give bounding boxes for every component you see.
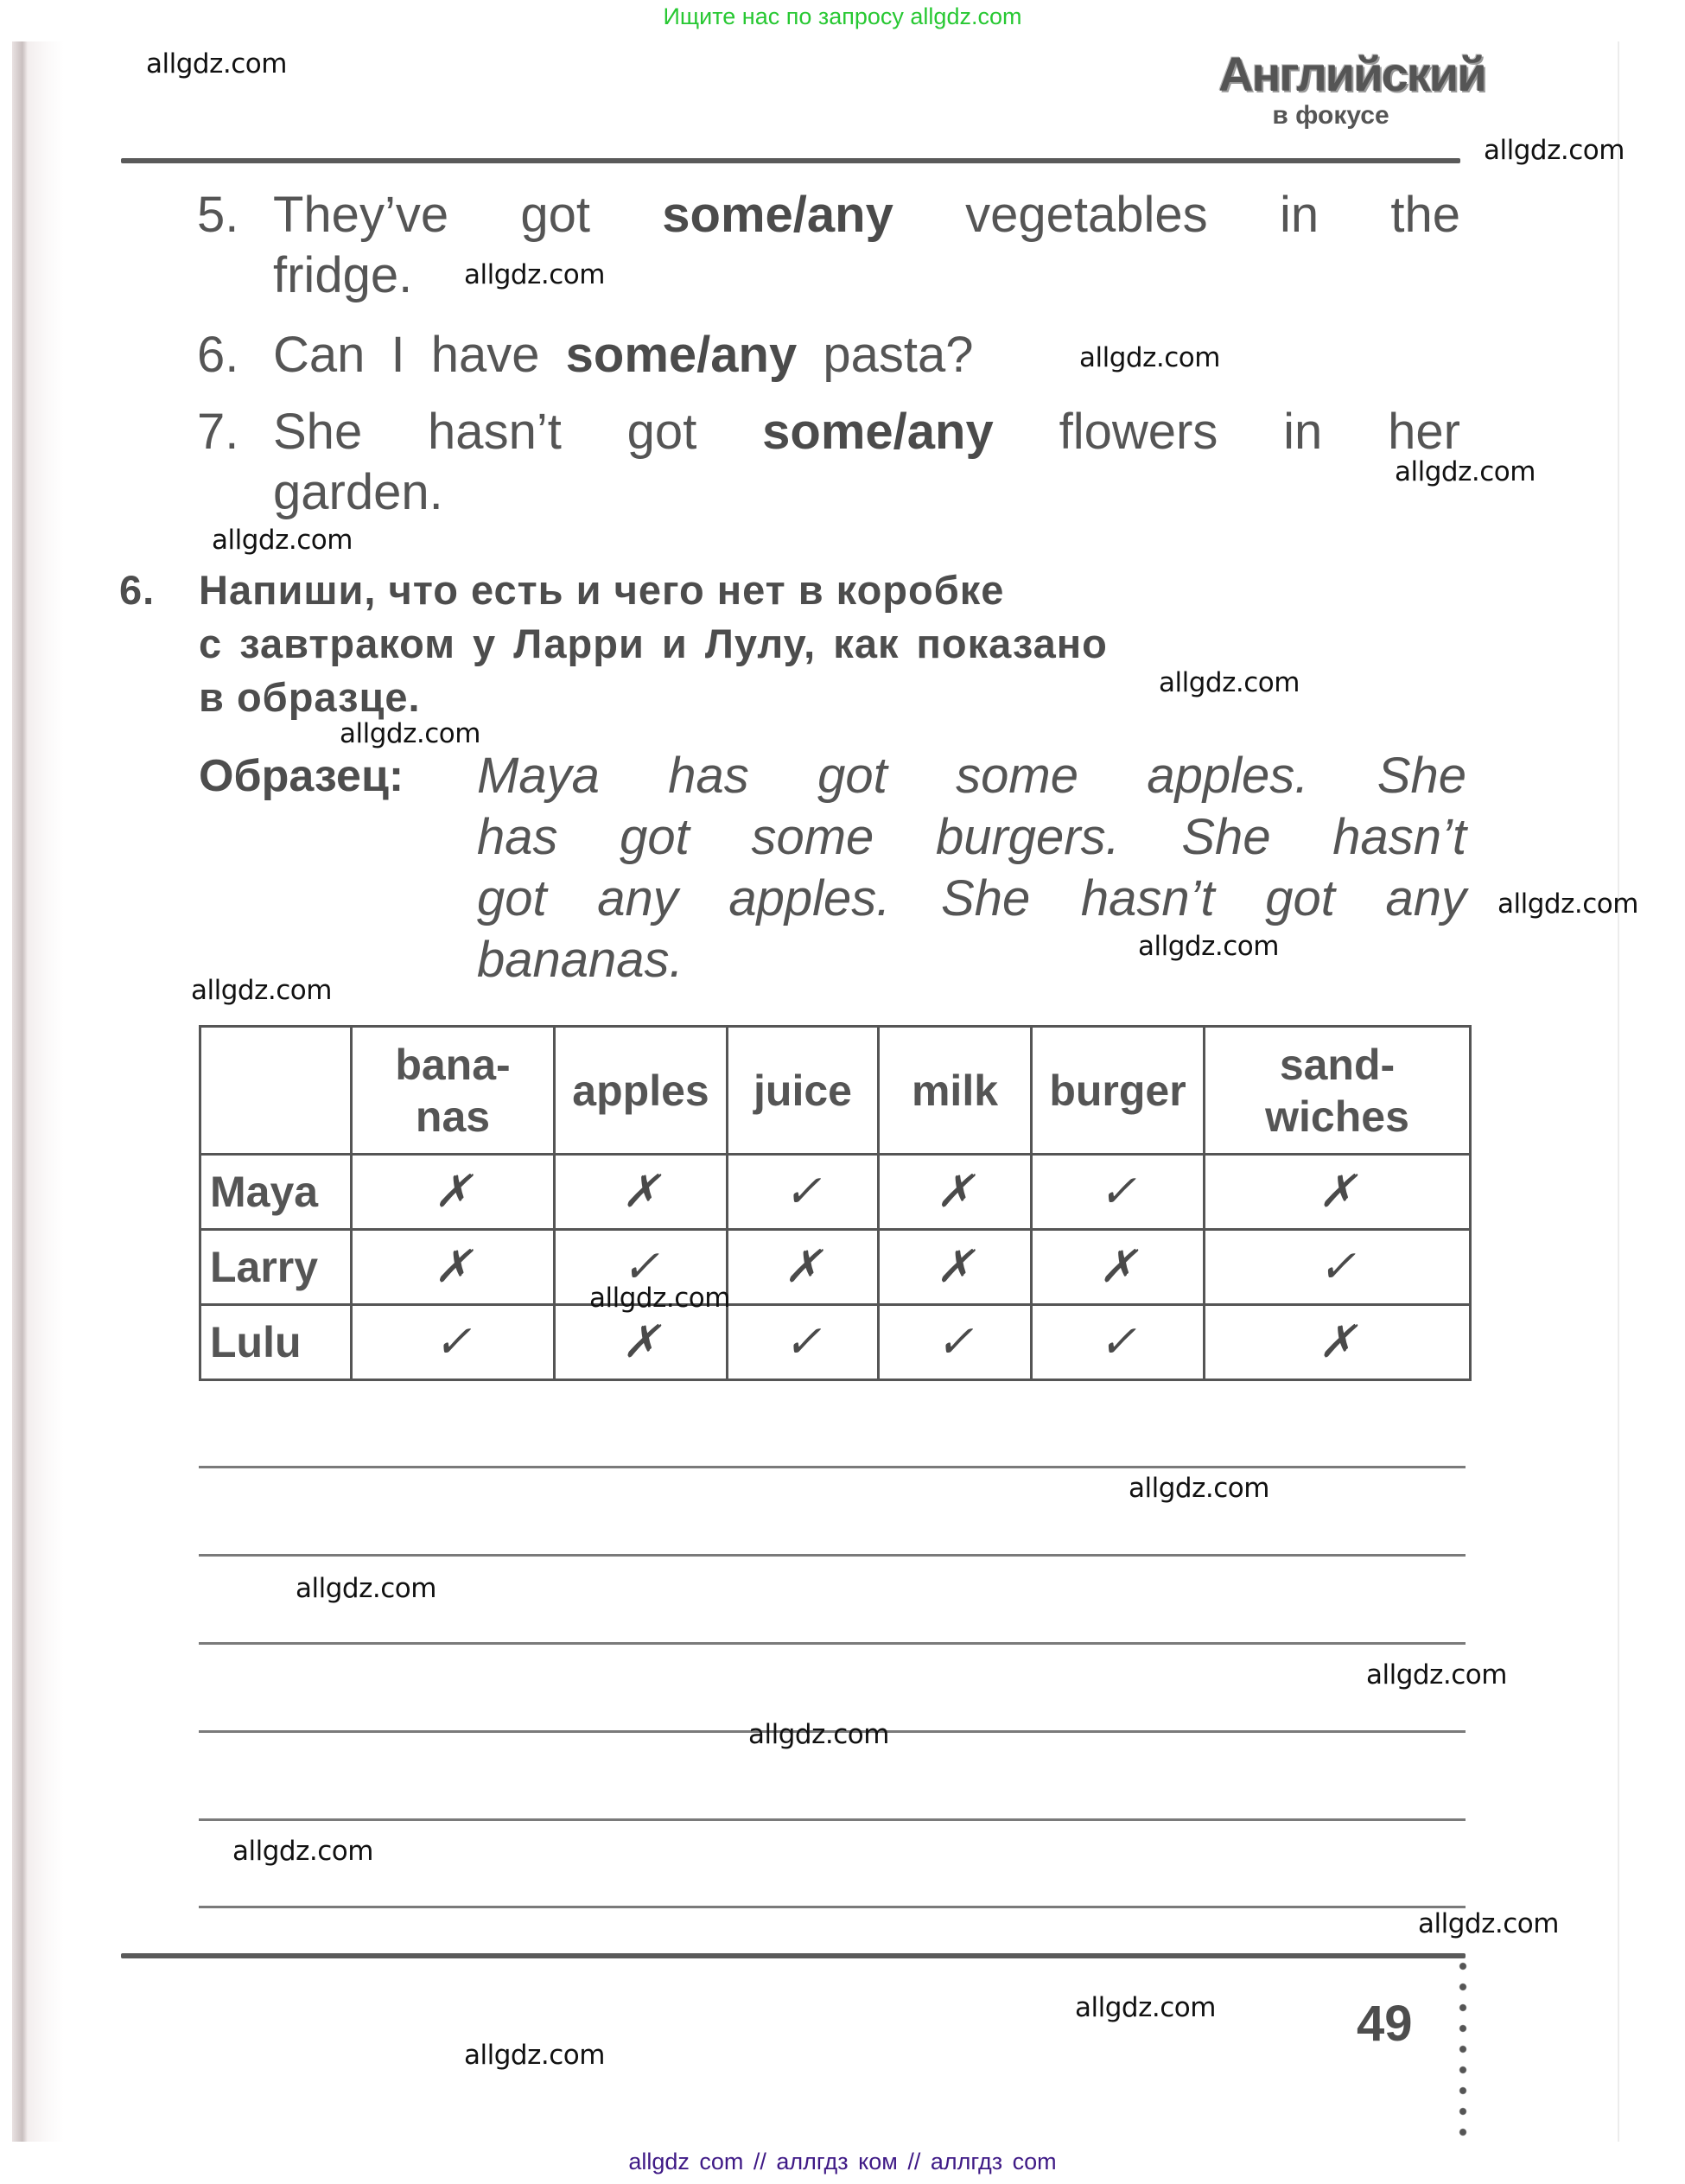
item-number: 5. [197, 187, 239, 243]
instruction-line: с завтраком у Ларри и Лулу, как показано [199, 621, 1108, 666]
header-cell-juice [728, 1027, 879, 1155]
watermark: allgdz.com [232, 1836, 373, 1867]
item-line [273, 402, 1460, 462]
watermark: allgdz.com [191, 975, 332, 1006]
watermark: allgdz.com [1497, 888, 1638, 920]
table-row-larry [200, 1230, 1471, 1305]
mark-cell: ✗ [352, 1230, 555, 1305]
mark-cell: ✓ [728, 1155, 879, 1230]
sample-label: Образец: [199, 751, 404, 801]
mark-cell: ✗ [555, 1155, 728, 1230]
task-number: 6. [119, 567, 156, 613]
watermark: allgdz.com [212, 525, 353, 556]
exercise-item-6 [197, 325, 1460, 385]
watermark: allgdz.com [1484, 135, 1625, 166]
mark-cell: ✗ [879, 1155, 1032, 1230]
mark-cell: ✓ [1205, 1230, 1471, 1305]
watermark: allgdz.com [589, 1283, 730, 1314]
mark-cell: ✗ [1205, 1305, 1471, 1380]
dotted-cut-line [1459, 1956, 1467, 2142]
row-name: Lulu [200, 1305, 352, 1380]
instruction-line: Напиши, что есть и чего нет в коробке [199, 567, 1005, 613]
sample-line: Maya has got some apples. She [477, 748, 1466, 804]
sample-text [477, 745, 1466, 990]
mark-cell: ✓ [555, 1230, 728, 1305]
header-text: burger [1049, 1066, 1186, 1115]
watermark: allgdz.com [1138, 931, 1279, 962]
mark-cell: ✓ [879, 1305, 1032, 1380]
exercise-item-7 [197, 402, 1460, 523]
mark-cell: ✓ [1032, 1305, 1205, 1380]
choice-some-any: some/any [762, 404, 994, 460]
header-cell-empty [200, 1027, 352, 1155]
item-text: They’ve got [273, 187, 663, 243]
header-text: nas [415, 1092, 491, 1141]
answer-line-2[interactable] [199, 1554, 1466, 1557]
watermark: allgdz.com [464, 2040, 605, 2071]
item-line-2: garden. [273, 464, 443, 520]
watermark: allgdz.com [340, 718, 480, 749]
item-number: 7. [197, 404, 239, 460]
mark-cell: ✓ [352, 1305, 555, 1380]
table-header-row [200, 1027, 1471, 1155]
top-search-banner: Ищите нас по запросу allgdz.com [663, 3, 1022, 29]
mark-cell: ✗ [555, 1305, 728, 1380]
watermark: allgdz.com [748, 1719, 889, 1750]
table-row-lulu [200, 1305, 1471, 1380]
bottom-site-banner: allgdz com // аллгдз ком // аллгдз com [628, 2149, 1057, 2174]
logo-subtitle: в фокусе [1272, 101, 1389, 130]
answer-line-6[interactable] [199, 1906, 1466, 1908]
header-cell-bananas [352, 1027, 555, 1155]
header-cell-burger [1032, 1027, 1205, 1155]
watermark: allgdz.com [464, 259, 605, 290]
exercise-item-5 [197, 185, 1460, 306]
mark-cell: ✓ [1032, 1155, 1205, 1230]
header-cell-apples [555, 1027, 728, 1155]
sample-line: got any apples. She hasn’t got any [477, 870, 1466, 926]
row-name: Maya [200, 1155, 352, 1230]
logo-title: Английский [1218, 47, 1485, 101]
item-number: 6. [197, 327, 239, 383]
instruction-line: в образце. [199, 674, 421, 720]
watermark: allgdz.com [296, 1573, 436, 1604]
watermark: allgdz.com [1366, 1659, 1507, 1691]
item-text: She hasn’t got [273, 404, 763, 460]
header-cell-sandwiches [1205, 1027, 1471, 1155]
item-text: vegetables in the [893, 187, 1461, 243]
watermark: allgdz.com [1075, 1992, 1216, 2023]
header-text: apples [572, 1066, 709, 1115]
mark-cell: ✗ [1032, 1230, 1205, 1305]
header-cell-milk [879, 1027, 1032, 1155]
header-text: bana- [395, 1040, 511, 1089]
header-text: juice [753, 1066, 852, 1115]
book-logo [1218, 47, 1485, 130]
watermark: allgdz.com [1159, 667, 1300, 698]
choice-some-any: some/any [565, 327, 798, 383]
choice-some-any: some/any [662, 187, 893, 243]
header-text: wiches [1265, 1092, 1409, 1141]
item-line-2: fridge. [273, 247, 413, 303]
lunchbox-table [199, 1025, 1472, 1381]
watermark: allgdz.com [146, 48, 287, 80]
mark-cell: ✗ [352, 1155, 555, 1230]
mark-cell: ✗ [1205, 1155, 1471, 1230]
sample-line: has got some burgers. She hasn’t [477, 809, 1466, 865]
header-text: sand- [1279, 1040, 1396, 1089]
answer-line-1[interactable] [199, 1466, 1466, 1468]
header-text: milk [911, 1066, 999, 1115]
item-text: flowers in her [993, 404, 1460, 460]
mark-cell: ✗ [728, 1230, 879, 1305]
sample-line: bananas. [477, 932, 684, 988]
item-text: pasta? [797, 327, 974, 383]
answer-line-3[interactable] [199, 1642, 1466, 1645]
header-rule [121, 158, 1460, 163]
mark-cell: ✗ [879, 1230, 1032, 1305]
mark-cell: ✓ [728, 1305, 879, 1380]
table-row-maya [200, 1155, 1471, 1230]
row-name: Larry [200, 1230, 352, 1305]
answer-line-5[interactable] [199, 1818, 1466, 1821]
footer-rule [121, 1953, 1466, 1958]
item-text: Can I have [273, 327, 566, 383]
page-binding-edge [12, 41, 64, 2142]
page-number: 49 [1357, 1996, 1413, 2052]
watermark: allgdz.com [1129, 1473, 1269, 1504]
watermark: allgdz.com [1418, 1908, 1559, 1939]
watermark: allgdz.com [1395, 456, 1536, 487]
item-line [273, 185, 1460, 245]
watermark: allgdz.com [1079, 342, 1220, 373]
task-6-instruction [119, 564, 1346, 724]
